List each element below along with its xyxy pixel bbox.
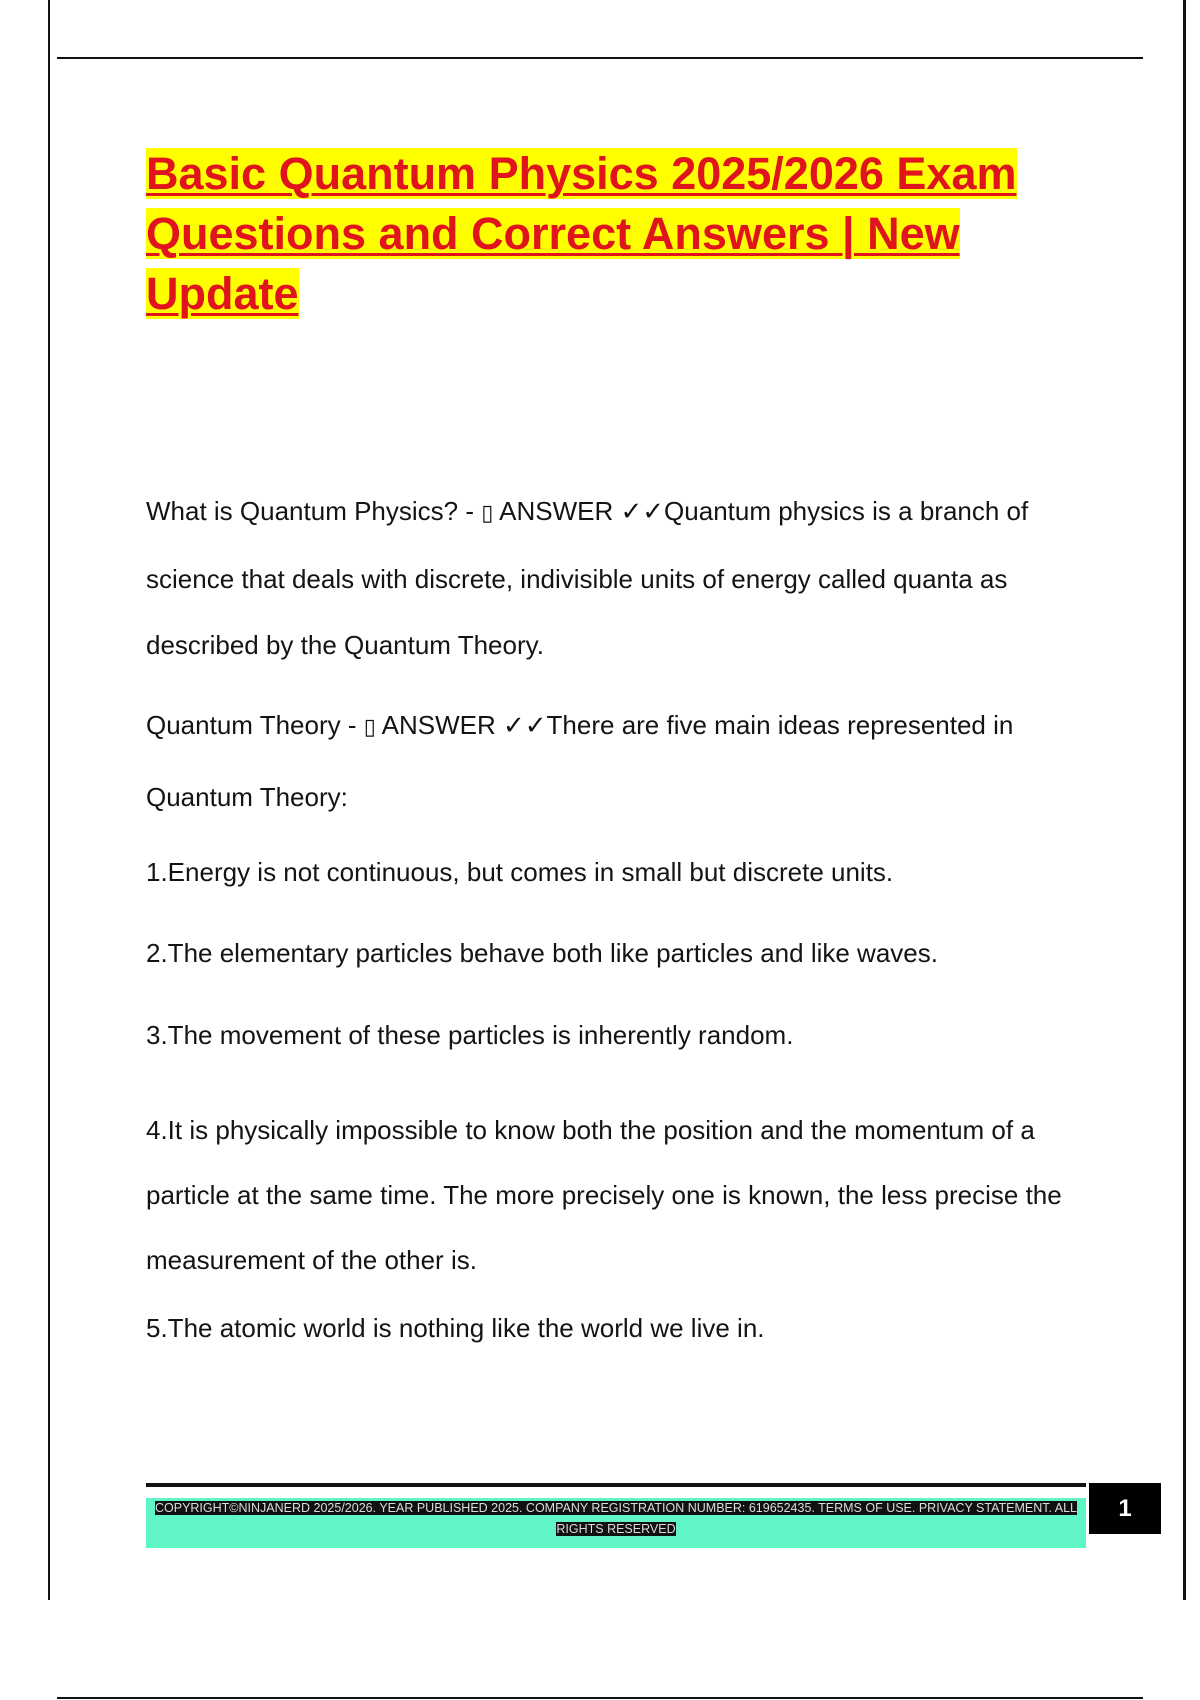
header-rule: [57, 57, 1143, 59]
missing-glyph-icon: ▯: [363, 714, 376, 739]
bottom-rule: [57, 1697, 1143, 1699]
document-title-text: Basic Quantum Physics 2025/2026 Exam Questions and Correct Answers | New Update: [146, 148, 1017, 319]
question-text: Quantum Theory -: [146, 710, 364, 740]
document-title: [146, 144, 1106, 324]
footer-copyright-band: [146, 1498, 1086, 1548]
idea-item: 5.The atomic world is nothing like the world we live in.: [146, 1313, 765, 1343]
footer-rule: [146, 1483, 1086, 1487]
answer-text: There are five main ideas represented in Quantum Theory:: [146, 710, 1014, 812]
footer-copyright-text: COPYRIGHT©NINJANERD 2025/2026. YEAR PUBLISHED 2025. COMPANY REGISTRATION NUMBER: 619652435. TERMS OF USE. PRIVACY STATEMENT. ALL RIGHTS RESERVED: [154, 1501, 1077, 1536]
page-border-right: [1183, 0, 1186, 1600]
idea-item: 3.The movement of these particles is inherently random.: [146, 1020, 794, 1050]
qa-item: [146, 690, 1106, 833]
answer-text: Quantum physics is a branch of science that deals with discrete, indivisible units of energy called quanta as described by the Quantum Theory.: [146, 496, 1029, 660]
qa-item: [146, 478, 1106, 678]
answer-label: ANSWER ✓✓: [493, 496, 665, 526]
page-border-left: [48, 0, 50, 1600]
answer-label: ANSWER ✓✓: [375, 710, 547, 740]
idea-item: 1.Energy is not continuous, but comes in small but discrete units.: [146, 857, 894, 887]
missing-glyph-icon: ▯: [481, 500, 494, 525]
idea-item: 4.It is physically impossible to know both the position and the momentum of a particle at the same time. The more precisely one is known, the less precise the measurement of the other is.: [146, 1115, 1062, 1275]
question-text: What is Quantum Physics? -: [146, 496, 482, 526]
idea-item: 2.The elementary particles behave both like particles and like waves.: [146, 938, 938, 968]
page-number: 1: [1089, 1483, 1161, 1534]
